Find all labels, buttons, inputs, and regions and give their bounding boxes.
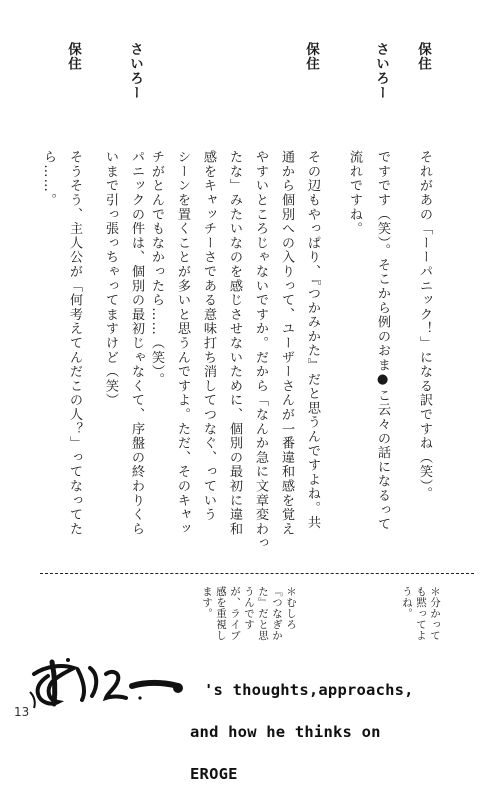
- speaker-label: さいろー: [373, 42, 389, 100]
- footnote-divider: [40, 573, 474, 574]
- dialogue-line: シーンを置くことが多いと思うんですよ。ただ、そのキャッ: [175, 150, 190, 537]
- speaker-label: 保住: [303, 42, 319, 71]
- tagline-line: and how he thinks on: [190, 723, 381, 741]
- dialogue-line: 感をキャッチーさである意味打ち消してつなぐ、っていう: [201, 150, 216, 522]
- dialogue-line: ですです（笑）。そこから例のおま●こ云々の話になるって: [375, 150, 390, 532]
- dialogue-line: たな」みたいなのを感じさせないために、個別の最初に違和: [227, 150, 242, 537]
- banner-tagline: [190, 655, 414, 795]
- dialogue-line: チがとんでもなかったら……（笑）。: [149, 150, 164, 387]
- dialogue-line: それがあの「ーーパニック！」になる訳ですね（笑）。: [417, 150, 432, 501]
- dialogue-line: 流れですね。: [347, 150, 362, 236]
- logo-icon: [28, 652, 190, 710]
- dialogue-line: その辺もやっぱり、『つかみかた』だと思うんですよね。共: [305, 150, 320, 530]
- tagline-line: 's thoughts,approachs,: [204, 681, 414, 699]
- speaker-label: さいろー: [127, 42, 143, 100]
- speaker-label: 保住: [415, 42, 431, 71]
- dialogue-line: そうそう、主人公が「何考えてんだこの人？」ってなってた: [67, 150, 82, 537]
- speaker-label: 保住: [65, 42, 81, 71]
- dialogue-line: 通から個別への入りって、ユーザーさんが一番違和感を覚え: [279, 150, 294, 537]
- footnote: ＊むしろ 『つなぎか た』だと思 うんです が、ライブ 感を重視し ます。: [201, 586, 297, 641]
- dialogue-line: パニックの件は、個別の最初じゃなくて、序盤の終わりくら: [129, 150, 144, 537]
- tagline-line: EROGE: [190, 765, 238, 783]
- dialogue-line: いまで引っ張っちゃってますけど（笑）: [103, 150, 118, 408]
- page-number: 13: [14, 705, 30, 719]
- footnote: ＊分かって も黙ってよ うね。: [401, 586, 441, 641]
- dialogue-line: ら……。: [41, 150, 56, 208]
- dialogue-line: やすいところじゃないですか。だから「なんか急に文章変わっ: [253, 150, 268, 551]
